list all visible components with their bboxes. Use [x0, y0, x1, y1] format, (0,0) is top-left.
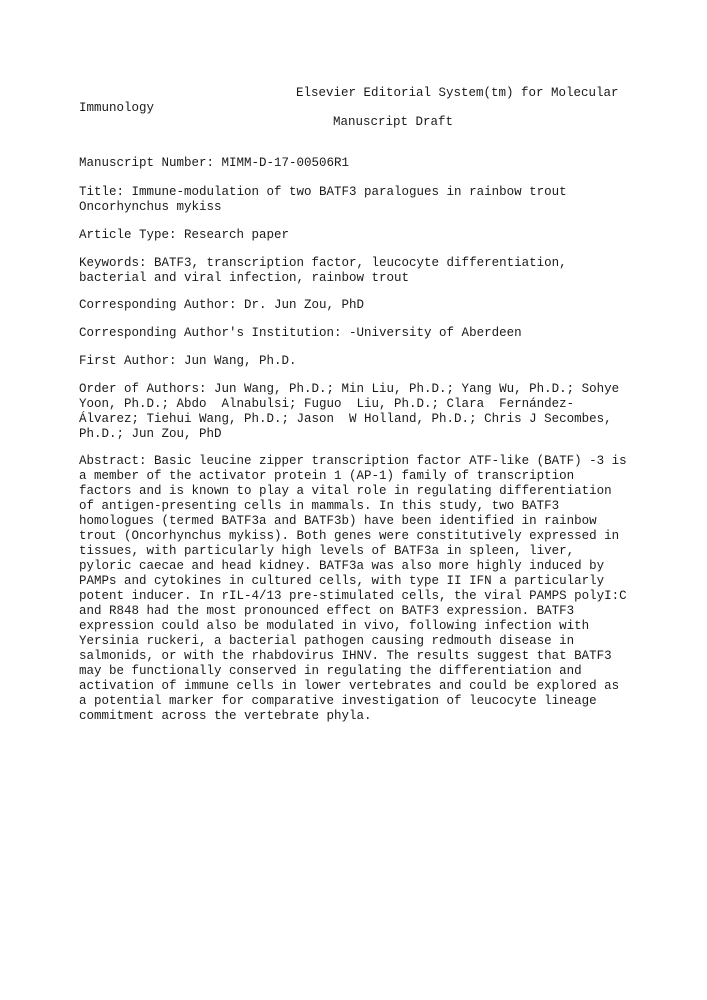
article-type: Article Type: Research paper	[79, 228, 290, 242]
keywords: Keywords: BATF3, transcription factor, leucocyte differentiation, bacterial and viral infection, rainbow trout	[79, 256, 567, 285]
manuscript-draft-label: Manuscript Draft	[333, 115, 454, 129]
abstract: Abstract: Basic leucine zipper transcription factor ATF-like (BATF) -3 is a member of the activator protein 1 (AP-1) family of transcription factors and is known to play a vital role in regulating differentiation of antigen-presenting cells in mammals. In this study, two BATF3 homologues (termed BATF3a and BATF3b) have been identified in rainbow trout (Oncorhynchus mykiss). Both genes were constitutively expressed in tissues, with particularly high levels of BATF3a in spleen, liver, pyloric caecae and head kidney. BATF3a was also more highly induced by PAMPs and cytokines in cultured cells, with type II IFN a particularly potent inducer. In rIL-4/13 pre-stimulated cells, the viral PAMPS polyI:C and R848 had the most pronounced effect on BATF3 expression. BATF3 expression could also be modulated in vivo, following infection with Yersinia ruckeri, a bacterial pathogen causing redmouth disease in salmonids, or with the rhabdovirus IHNV. The results suggest that BATF3 may be functionally conserved in regulating the differentiation and activation of immune cells in lower vertebrates and could be explored as a potential marker for comparative investigation of leucocyte lineage commitment across the vertebrate phyla.	[79, 454, 627, 723]
header-journal-line: Immunology	[79, 101, 155, 115]
first-author: First Author: Jun Wang, Ph.D.	[79, 354, 297, 368]
corresponding-author: Corresponding Author: Dr. Jun Zou, PhD	[79, 298, 365, 312]
manuscript-number: Manuscript Number: MIMM-D-17-00506R1	[79, 156, 350, 170]
corresponding-institution: Corresponding Author's Institution: -University of Aberdeen	[79, 326, 522, 340]
header-system-line: Elsevier Editorial System(tm) for Molecular	[296, 86, 619, 100]
order-of-authors: Order of Authors: Jun Wang, Ph.D.; Min Liu, Ph.D.; Yang Wu, Ph.D.; Sohye Yoon, Ph.D.; Abdo Alnabulsi; Fuguo Liu, Ph.D.; Clara Fernández- Álvarez; Tiehui Wang, Ph.D.; Jason W Holland, Ph.D.; Chris J Secombes, Ph.D.; Jun Zou, PhD	[79, 382, 620, 441]
manuscript-title: Title: Immune-modulation of two BATF3 paralogues in rainbow trout Oncorhynchus mykiss	[79, 185, 567, 214]
